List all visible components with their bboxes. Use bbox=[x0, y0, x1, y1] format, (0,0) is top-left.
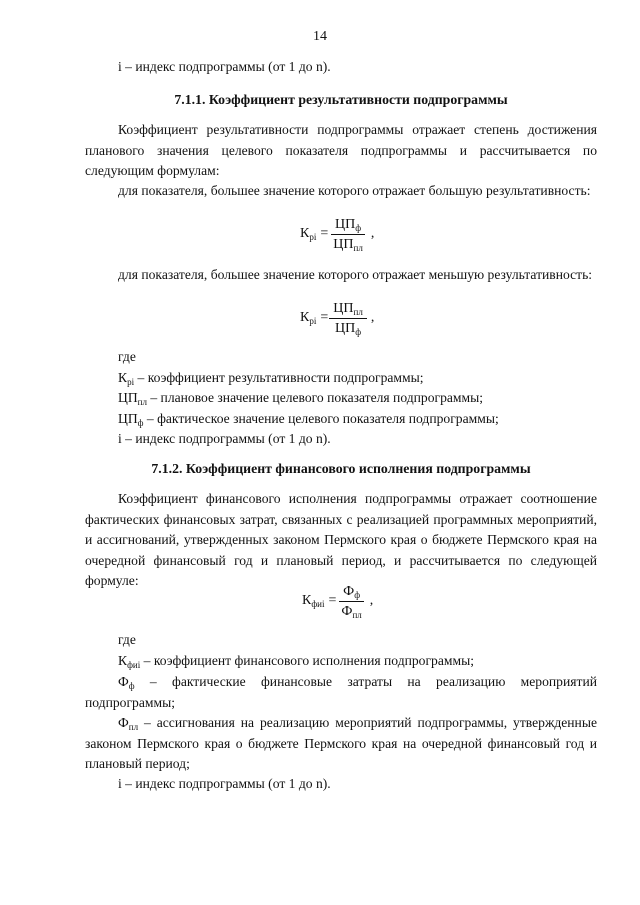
definition-k-ri: $К_{рi}$ – коэффициент результативности подпрограммы; bbox=[118, 369, 424, 387]
section1-definitions bbox=[118, 347, 598, 450]
formula3-numerator: $Ф_ф$ bbox=[339, 583, 364, 602]
formula-result-coefficient-1 bbox=[300, 216, 374, 253]
section2-intro: Коэффициент финансового исполнения подпрограммы отражает соотношение фактических финансовых затрат, связанных с реализацией программных мероприятий, и ассигнований, утвержденных законом Пермского края о бюджете Пермского края на очередной финансовый год и плановый период, и рассчитывается по следующей формуле: bbox=[85, 491, 597, 588]
formula2-comma: , bbox=[370, 310, 375, 326]
where-label-2: где bbox=[118, 632, 136, 647]
formula1-lhs: $К_{рi}$ bbox=[300, 226, 317, 243]
case2-text: для показателя, большее значение которого отражает меньшую результативность: bbox=[118, 267, 593, 282]
definition-index-i-2: i – индекс подпрограммы (от 1 до n). bbox=[118, 776, 331, 791]
formula1-numerator: $ЦП_ф$ bbox=[331, 216, 365, 235]
formula3-denominator: $Ф_{пл}$ bbox=[341, 604, 362, 620]
formula2-lhs: $К_{рi}$ bbox=[300, 310, 317, 327]
case1-text: для показателя, большее значение которого отражает большую результативность: bbox=[118, 183, 591, 198]
formula1-equals: = bbox=[320, 226, 329, 242]
where-label: где bbox=[118, 349, 136, 364]
formula2-numerator: $ЦП_{пл}$ bbox=[329, 300, 367, 319]
definition-cp-pl: $ЦП_{пл}$ – плановое значение целевого показателя подпрограммы; bbox=[118, 390, 484, 407]
formula1-comma: , bbox=[370, 226, 375, 242]
section1-intro: Коэффициент результативности подпрограммы отражает степень достижения планового значения целевого показателя подпрограммы и рассчитывается по следующим формулам: bbox=[85, 122, 597, 178]
page-number: 14 bbox=[313, 29, 327, 44]
formula1-denominator: $ЦП_{пл}$ bbox=[333, 237, 363, 253]
formula3-lhs: $К_{фиi}$ bbox=[302, 593, 325, 610]
formula3-comma: , bbox=[369, 593, 374, 609]
definition-k-fii: $К_{фиi}$ – коэффициент финансового исполнения подпрограммы; bbox=[118, 653, 474, 670]
formula2-fraction bbox=[329, 300, 367, 337]
definition-index-i: i – индекс подпрограммы (от 1 до n). bbox=[118, 431, 331, 446]
section-heading-7-1-1: 7.1.1. Коэффициент результативности подпрограммы bbox=[174, 92, 508, 107]
formula-financial-coefficient bbox=[302, 583, 373, 620]
definition-f-pl: $Ф_{пл}$ – ассигнования на реализацию мероприятий подпрограммы, утвержденные законом Пермского края о бюджете Пермского края на очередной финансовый год и плановый период; bbox=[85, 715, 597, 771]
formula3-equals: = bbox=[328, 593, 337, 609]
index-note-top: i – индекс подпрограммы (от 1 до n). bbox=[118, 59, 331, 74]
formula2-equals: = bbox=[320, 310, 329, 326]
formula1-fraction bbox=[329, 216, 367, 253]
formula2-denominator: $ЦП_ф$ bbox=[335, 321, 362, 337]
definition-cp-f: $ЦП_ф$ – фактическое значение целевого показателя подпрограммы; bbox=[118, 410, 499, 428]
formula-result-coefficient-2 bbox=[300, 300, 374, 337]
definition-f-f: $Ф_ф$ – фактические финансовые затраты на реализацию мероприятий подпрограммы; bbox=[85, 674, 597, 710]
section-heading-7-1-2: 7.1.2. Коэффициент финансового исполнения подпрограммы bbox=[151, 461, 531, 476]
formula3-fraction bbox=[337, 583, 365, 620]
